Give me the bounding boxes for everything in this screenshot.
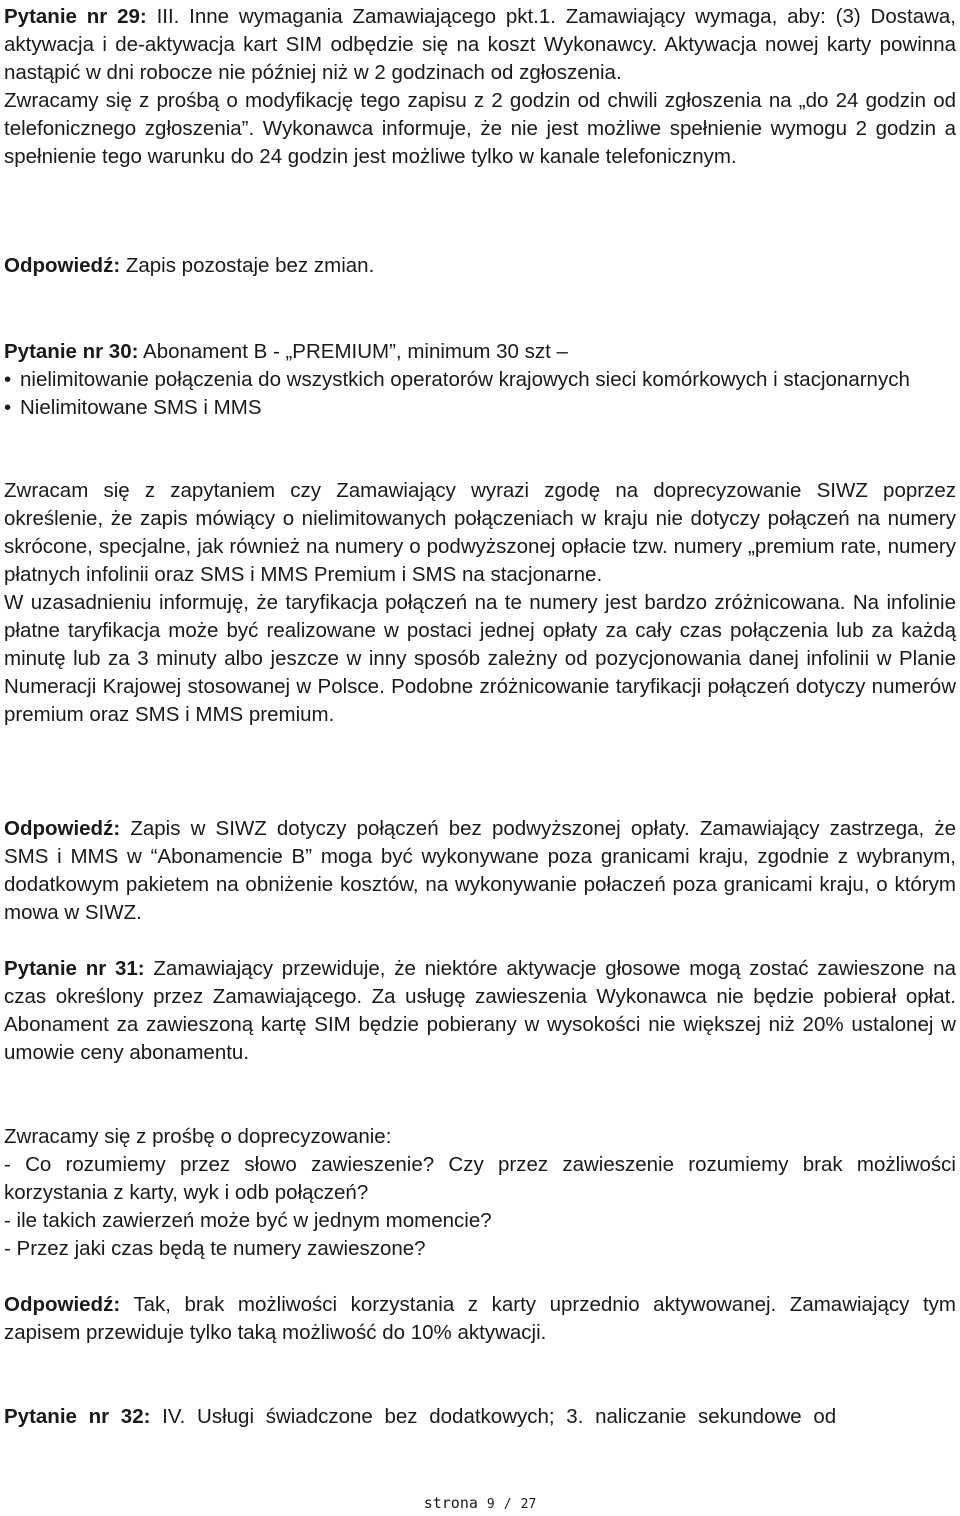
- question-31-request-intro: Zwracamy się z prośbę o doprecyzowanie:: [4, 1125, 392, 1148]
- question-29: [4, 3, 956, 171]
- question-30-label: Pytanie nr 30:: [4, 340, 139, 363]
- question-29-body: Zwracamy się z prośbą o modyfikację tego zapisu z 2 godzin od chwili zgłoszenia na „do 24 godzin od telefonicznego zgłoszenia”. Wykonawca informuje, że nie jest możliwe spełnienie wymogu 2 godzin a spełnienie tego warunku do 24 godzin jest możliwe tylko w kanale telefonicznym.: [4, 89, 956, 168]
- question-30: [4, 338, 956, 422]
- footer-page-number: 9: [486, 1497, 495, 1512]
- question-29-label: Pytanie nr 29:: [4, 5, 147, 28]
- footer-label: strona: [423, 1494, 478, 1512]
- document-page: [4, 0, 956, 1516]
- question-30-details: [4, 477, 956, 729]
- bullet-icon: •: [4, 368, 12, 391]
- question-30-bullet-1: • nielimitowanie połączenia do wszystkich operatorów krajowych sieci komórkowych i stacjonarnych: [4, 366, 956, 394]
- answer-29-label: Odpowiedź:: [4, 254, 121, 277]
- answer-30-text: Zapis w SIWZ dotyczy połączeń bez podwyższonej opłaty. Zamawiający zastrzega, że SMS i MMS w “Abonamencie B” moga być wykonywane poza granicami kraju, zgodnie z wybranym, dodatkowym pakietem na obniżenie kosztów, na wykonywanie połaczeń poza granicami kraju, o którym mowa w SIWZ.: [4, 817, 956, 924]
- answer-29: [4, 252, 956, 280]
- question-30-bullet-2: • Nielimitowane SMS i MMS: [4, 394, 956, 422]
- question-32: [4, 1403, 956, 1431]
- answer-31: [4, 1291, 956, 1347]
- question-31-item-2: - ile takich zawierzeń może być w jednym momencie?: [4, 1209, 492, 1232]
- question-29-text: III. Inne wymagania Zamawiającego pkt.1. Zamawiający wymaga, aby: (3) Dostawa, aktywacja i de-aktywacja kart SIM odbędzie się na koszt Wykonawcy. Aktywacja nowej karty powinna nastąpić w dni robocze nie później niż w 2 godzinach od zgłoszenia.: [4, 5, 957, 84]
- question-31-request: [4, 1123, 956, 1263]
- question-30-text: Abonament B - „PREMIUM”, minimum 30 szt –: [143, 340, 568, 363]
- question-30-body: Zwracam się z zapytaniem czy Zamawiający wyrazi zgodę na doprecyzowanie SIWZ poprzez określenie, że zapis mówiący o nielimitowanych połączeniach w kraju nie dotyczy połączeń na numery skrócone, specjalne, jak również na numery o podwyższonej opłacie tzw. numery „premium rate, numery płatnych infolinii oraz SMS i MMS Premium i SMS na stacjonarne.: [4, 479, 956, 586]
- answer-29-text: Zapis pozostaje bez zmian.: [125, 254, 375, 277]
- bullet-icon: •: [4, 396, 12, 419]
- question-32-label: Pytanie nr 32:: [4, 1405, 151, 1428]
- page-footer: [4, 1494, 956, 1514]
- question-31: [4, 955, 956, 1067]
- question-30-justification: W uzasadnieniu informuję, że taryfikacja połączeń na te numery jest bardzo zróżnicowana. Na infolinie płatne taryfikacja może być realizowane w postaci jednej opłaty za cały czas połączenia lub za każdą minutę lub za 3 minuty albo jeszcze w inny sposób zależny od pozycjonowania danej infolinii w Planie Numeracji Krajowej stosowanej w Polsce. Podobne zróżnicowanie taryfikacji połączeń dotyczy numerów premium oraz SMS i MMS premium.: [4, 591, 956, 726]
- question-32-text: IV. Usługi świadczone bez dodatkowych; 3. naliczanie sekundowe od: [162, 1405, 837, 1428]
- answer-30-label: Odpowiedź:: [4, 817, 121, 840]
- answer-31-text: Tak, brak możliwości korzystania z karty uprzednio aktywowanej. Zamawiający tym zapisem przewiduje tylko taką możliwość do 10% aktywacji.: [4, 1293, 956, 1344]
- footer-separator: /: [503, 1497, 512, 1512]
- footer-page-total: 27: [520, 1497, 537, 1512]
- question-31-label: Pytanie nr 31:: [4, 957, 145, 980]
- question-31-item-1: - Co rozumiemy przez słowo zawieszenie? Czy przez zawieszenie rozumiemy brak możliwości korzystania z karty, wyk i odb połączeń?: [4, 1153, 956, 1204]
- question-31-text: Zamawiający przewiduje, że niektóre aktywacje głosowe mogą zostać zawieszone na czas określony przez Zamawiającego. Za usługę zawieszenia Wykonawca nie będzie pobierał opłat. Abonament za zawieszoną kartę SIM będzie pobierany w wysokości nie większej niż 20% ustalonej w umowie ceny abonamentu.: [4, 957, 956, 1064]
- answer-31-label: Odpowiedź:: [4, 1293, 121, 1316]
- question-29-intro: [4, 3, 956, 87]
- answer-30: [4, 815, 956, 927]
- question-31-item-3: - Przez jaki czas będą te numery zawieszone?: [4, 1237, 426, 1260]
